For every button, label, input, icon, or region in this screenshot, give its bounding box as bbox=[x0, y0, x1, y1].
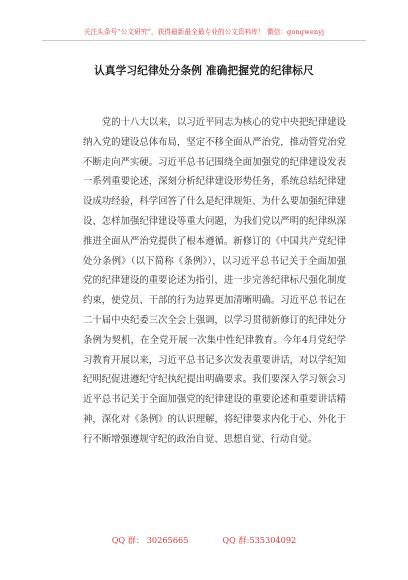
footer-qq-group-right: QQ 群:535304092 bbox=[222, 535, 297, 545]
footer-qq-group-left: QQ 群： 30265665 bbox=[111, 535, 189, 545]
header-promo-note: 关注头条号“公文研究”，获得最新最全最专业的公文资料库！ 微信：gongwenyj bbox=[83, 28, 325, 36]
page-title: 认真学习纪律处分条例 准确把握党的纪律标尺 bbox=[94, 65, 314, 77]
footer-contact bbox=[0, 535, 408, 546]
body-paragraph: 党的十八大以来，以习近平同志为核心的党中央把纪律建设纳入党的建设总体布局，坚定不移全面从严治党，推动管党治党不断走向严实硬。习近平总书记围绕全面加强党的纪律建设发表一系列重要论述，深刻分析纪律建设形势任务，系统总结纪律建设成功经验，科学回答了什么是纪律规矩、为什么要加强纪律建设、怎样加强纪律建设等重大问题，为我们党以严明的纪律纵深推进全面从严治党提供了根本遵循。新修订的《中国共产党纪律处分条例》（以下简称《条例》），以习近平总书记关于全面加强党的纪律建设的重要论述为指引，进一步完善纪律标尺强化制度约束，使党员、干部的行为边界更加清晰明确。习近平总书记在二十届中央纪委三次全会上强调，以学习贯彻新修订的纪律处分条例为契机，在全党开展一次集中性纪律教育。今年4月党纪学习教育开展以来，习近平总书记多次发表重要讲话，对以学纪知纪明纪促进遵纪守纪执纪提出明确要求。我们要深入学习领会习近平总书记关于全面加强党的纪律建设的重要论述和重要讲话精神，深化对《条例》的认识理解，将纪律要求内化于心、外化于行不断增强遵规守纪的政治自觉、思想自觉、行动自觉。 bbox=[83, 117, 346, 445]
header-divider bbox=[42, 40, 366, 41]
